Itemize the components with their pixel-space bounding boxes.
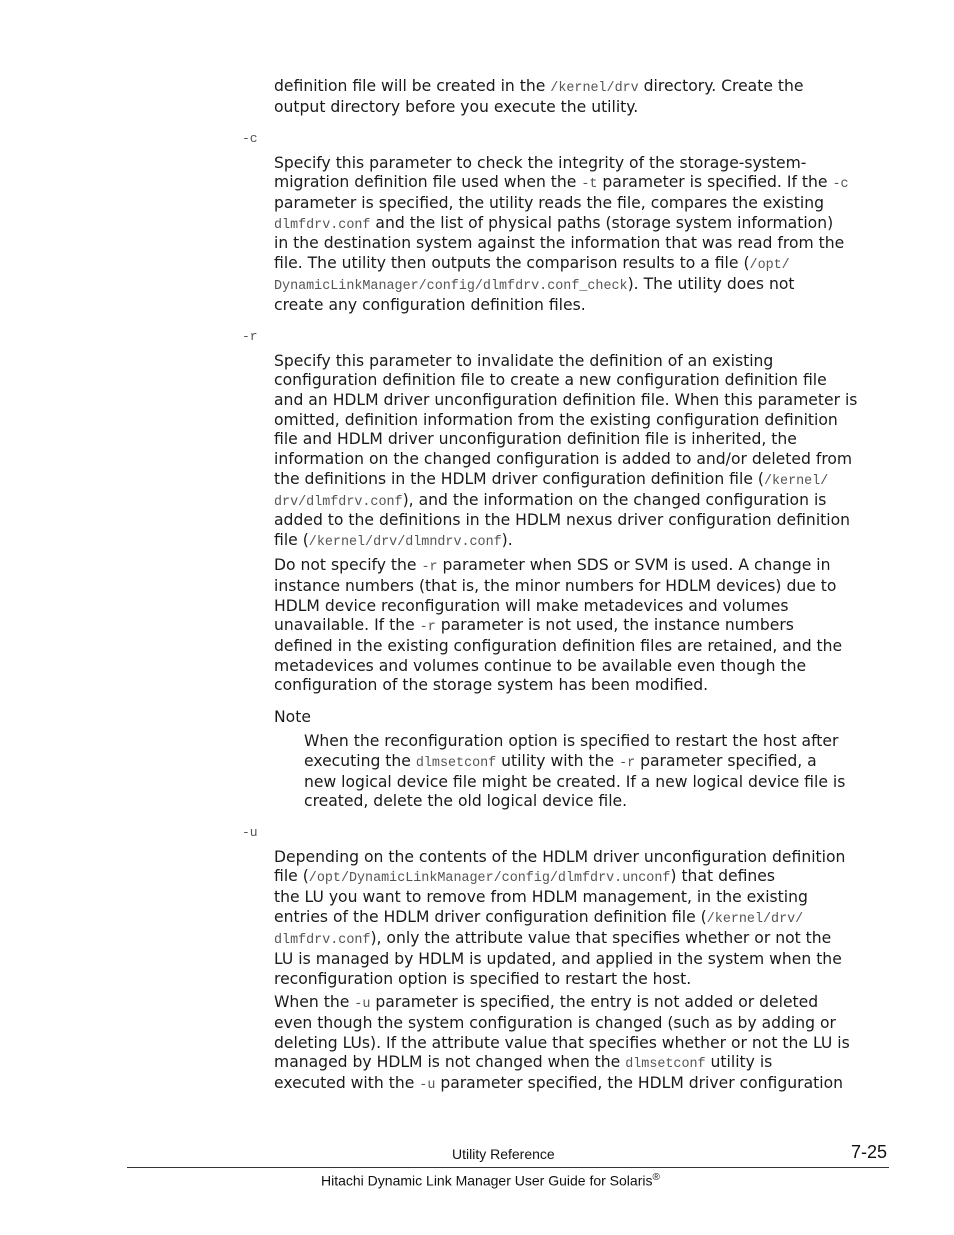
- body-line: [274, 636, 842, 656]
- body-line: [274, 76, 803, 99]
- body-line: [274, 510, 850, 530]
- page-number: 7-25: [851, 1142, 888, 1162]
- param-u-label: -u: [242, 825, 258, 840]
- prose-text: instance numbers (that is, the minor numbers for HDLM devices) due to: [274, 577, 837, 595]
- note-line: [304, 751, 817, 774]
- body-line: [274, 390, 857, 410]
- body-line: [274, 97, 638, 117]
- body-line: [274, 153, 806, 173]
- code-term: drv/dlmfdrv.conf: [274, 495, 403, 510]
- body-line: [274, 370, 827, 390]
- note-line: [304, 731, 838, 751]
- prose-text: Depending on the contents of the HDLM driver unconfiguration definition: [274, 848, 846, 866]
- prose-text: ) that defines: [670, 867, 775, 885]
- code-term: -u: [354, 997, 371, 1012]
- code-term: -c: [832, 177, 849, 192]
- prose-text: create any configuration definition files.: [274, 296, 586, 314]
- body-line: [274, 274, 794, 297]
- prose-text: definition file will be created in the: [274, 77, 551, 95]
- body-line: [274, 429, 797, 449]
- prose-text: Specify this parameter to invalidate the definition of an existing: [274, 352, 774, 370]
- prose-text: directory. Create the: [638, 77, 804, 95]
- body-line: [274, 847, 845, 867]
- prose-text: defined in the existing configuration definition files are retained, and the: [274, 637, 843, 655]
- body-line: [274, 969, 691, 989]
- body-line: [274, 596, 789, 616]
- prose-text: file (: [274, 867, 309, 885]
- prose-text: configuration of the storage system has been modified.: [274, 676, 709, 694]
- prose-text: metadevices and volumes continue to be available even though the: [274, 657, 807, 675]
- code-term: dlmfdrv.conf: [274, 218, 371, 233]
- body-line: [274, 866, 775, 889]
- prose-text: unavailable. If the: [274, 616, 420, 634]
- prose-text: migration definition file used when the: [274, 173, 582, 191]
- footer-section-title: Utility Reference: [452, 1146, 555, 1162]
- body-line: [274, 1013, 836, 1033]
- note-heading: Note: [274, 708, 311, 726]
- body-line: [274, 1033, 850, 1053]
- prose-text: parameter specified, the HDLM driver configuration: [435, 1074, 843, 1092]
- prose-text: information on the changed configuration is added to and/or deleted from: [274, 450, 853, 468]
- prose-text: Specify this parameter to check the integrity of the storage-system-: [274, 154, 807, 172]
- prose-text: parameter is specified, the entry is not added or deleted: [370, 993, 819, 1011]
- body-line: [274, 351, 773, 371]
- prose-text: deleting LUs). If the attribute value that specifies whether or not the LU is: [274, 1034, 850, 1052]
- prose-text: LU is managed by HDLM is updated, and applied in the system when the: [274, 950, 842, 968]
- prose-text: and the list of physical paths (storage system information): [370, 214, 834, 232]
- prose-text: even though the system configuration is changed (such as by adding or: [274, 1014, 836, 1032]
- prose-text: utility with the: [496, 752, 620, 770]
- prose-text: Do not specify the: [274, 556, 422, 574]
- code-term: -t: [581, 177, 598, 192]
- prose-text: ), and the information on the changed configuration is: [402, 491, 827, 509]
- prose-text: parameter when SDS or SVM is used. A change in: [437, 556, 831, 574]
- body-line: [274, 949, 842, 969]
- prose-text: file. The utility then outputs the comparison results to a file (: [274, 254, 750, 272]
- book-title-text: Hitachi Dynamic Link Manager User Guide for Solaris: [321, 1172, 653, 1189]
- code-term: -r: [619, 756, 636, 771]
- prose-text: omitted, definition information from the existing configuration definition: [274, 411, 838, 429]
- body-line: [274, 449, 852, 469]
- prose-text: parameter is specified. If the: [597, 173, 833, 191]
- code-term: dlmfdrv.conf: [274, 933, 371, 948]
- prose-text: When the: [274, 993, 355, 1011]
- body-line: [274, 530, 513, 553]
- prose-text: entries of the HDLM driver configuration definition file (: [274, 908, 707, 926]
- footer-book-title: [321, 1172, 660, 1189]
- prose-text: parameter specified, a: [635, 752, 817, 770]
- body-line: [274, 992, 818, 1015]
- code-term: /kernel/drv/dlmndrv.conf: [308, 535, 502, 550]
- footer-divider: [127, 1167, 889, 1168]
- prose-text: HDLM device reconfiguration will make metadevices and volumes: [274, 597, 789, 615]
- prose-text: parameter is not used, the instance numbers: [435, 616, 794, 634]
- body-line: [274, 675, 708, 695]
- body-line: [274, 469, 828, 492]
- param-c-label: -c: [242, 131, 258, 146]
- body-line: [274, 907, 803, 930]
- code-term: -u: [419, 1078, 436, 1093]
- prose-text: in the destination system against the information that was read from the: [274, 234, 845, 252]
- code-term: /kernel/drv/: [706, 912, 804, 927]
- body-line: [274, 656, 806, 676]
- prose-text: ).: [501, 531, 513, 549]
- body-line: [274, 928, 831, 951]
- body-line: [274, 172, 849, 195]
- prose-text: ), only the attribute value that specifies whether or not the: [370, 929, 832, 947]
- prose-text: When the reconfiguration option is specified to restart the host after: [304, 732, 839, 750]
- body-line: [274, 295, 586, 315]
- prose-text: parameter is specified, the utility reads the file, compares the existing: [274, 194, 824, 212]
- code-term: /kernel/: [763, 474, 829, 489]
- prose-text: utility is: [705, 1053, 773, 1071]
- code-term: -r: [419, 620, 436, 635]
- prose-text: managed by HDLM is not changed when the: [274, 1053, 626, 1071]
- code-term: /kernel/drv: [550, 81, 639, 96]
- body-line: [274, 253, 790, 276]
- code-term: DynamicLinkManager/config/dlmfdrv.conf_check: [274, 279, 628, 294]
- prose-text: and an HDLM driver unconfiguration definition file. When this parameter is: [274, 391, 858, 409]
- prose-text: new logical device file might be created. If a new logical device file is: [304, 773, 846, 791]
- prose-text: ). The utility does not: [627, 275, 795, 293]
- body-line: [274, 193, 824, 213]
- body-line: [274, 1052, 772, 1075]
- code-term: dlmsetconf: [625, 1057, 706, 1072]
- body-line: [274, 1073, 843, 1096]
- body-line: [274, 233, 844, 253]
- note-line: [304, 772, 845, 792]
- code-term: dlmsetconf: [415, 756, 497, 771]
- registered-mark: ®: [652, 1172, 660, 1183]
- prose-text: reconfiguration option is specified to restart the host.: [274, 970, 692, 988]
- body-line: [274, 887, 808, 907]
- prose-text: output directory before you execute the utility.: [274, 98, 639, 116]
- prose-text: the definitions in the HDLM driver configuration definition file (: [274, 470, 764, 488]
- code-term: -r: [421, 560, 438, 575]
- body-line: [274, 555, 831, 578]
- body-line: [274, 410, 838, 430]
- note-line: [304, 791, 627, 811]
- param-r-label: -r: [242, 329, 258, 344]
- body-line: [274, 615, 794, 638]
- prose-text: configuration definition file to create a new configuration definition file: [274, 371, 827, 389]
- prose-text: created, delete the old logical device file.: [304, 792, 628, 810]
- prose-text: executed with the: [274, 1074, 420, 1092]
- prose-text: added to the definitions in the HDLM nexus driver configuration definition: [274, 511, 851, 529]
- prose-text: file and HDLM driver unconfiguration definition file is inherited, the: [274, 430, 797, 448]
- prose-text: executing the: [304, 752, 416, 770]
- code-term: /opt/DynamicLinkManager/config/dlmfdrv.unconf: [308, 871, 671, 886]
- prose-text: file (: [274, 531, 309, 549]
- prose-text: the LU you want to remove from HDLM management, in the existing: [274, 888, 808, 906]
- body-line: [274, 576, 836, 596]
- code-term: /opt/: [749, 258, 790, 273]
